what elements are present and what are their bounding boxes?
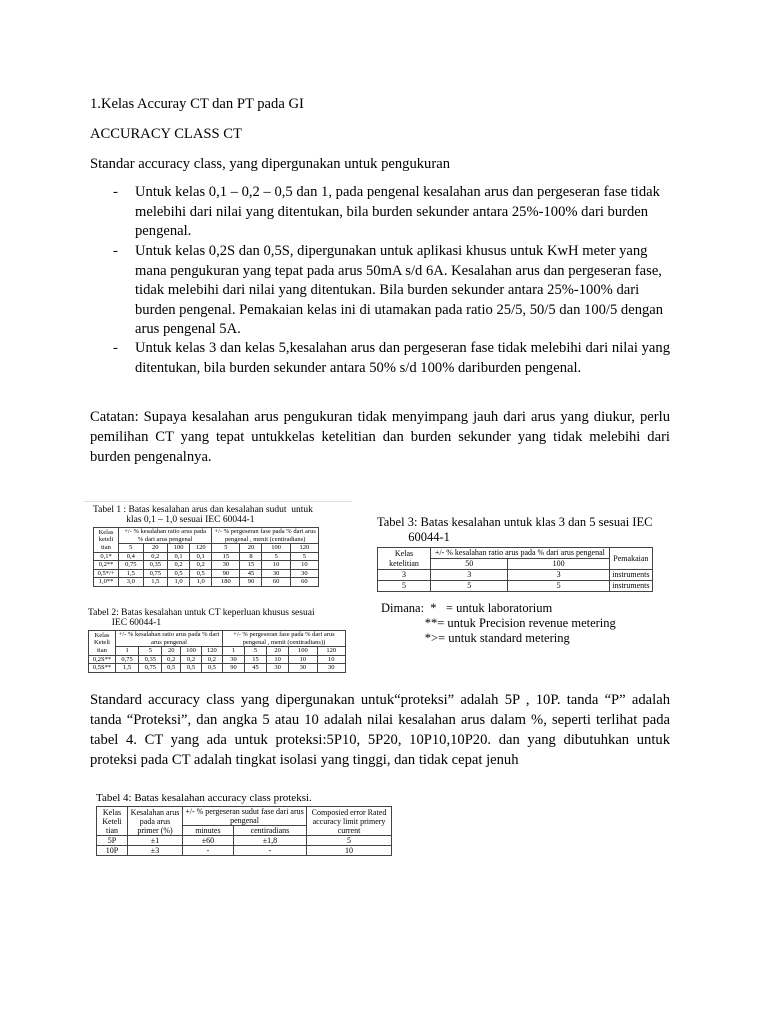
table-cell: 1,0 <box>190 578 212 587</box>
table-cell: 0,2 <box>168 561 190 570</box>
table-row <box>97 846 392 856</box>
table-header: Pemakaian <box>609 548 652 570</box>
table-subheader: 5 <box>245 647 267 656</box>
table-row <box>94 569 319 578</box>
table-cell: 5 <box>378 581 431 592</box>
table-header: Kelas ketelitian <box>378 548 431 570</box>
table-cell: 0,75 <box>119 561 144 570</box>
table-1 <box>93 505 319 587</box>
table-cell: 0,5 <box>190 569 212 578</box>
table-cell: ±1 <box>128 836 183 846</box>
table-cell: 30 <box>267 664 289 673</box>
table-cell: 0,2 <box>162 655 181 664</box>
table-header: Kelas Keteli tian <box>89 631 116 656</box>
table-cell: 10 <box>317 655 345 664</box>
table-row <box>97 836 392 846</box>
table-cell: 5 <box>307 836 392 846</box>
table-row <box>94 552 319 561</box>
table-cell: 10 <box>267 655 289 664</box>
bullet-marker: - <box>113 184 118 200</box>
table-cell: 60 <box>290 578 318 587</box>
heading: 1.Kelas Accuray CT dan PT pada GI <box>90 96 304 112</box>
bullet-text: Untuk kelas 3 dan kelas 5,kesalahan arus dan pergeseran fase tidak melebihi dari nilai yang ditentukan, bila burden sekunder antara 50% s/d 100% dariburden pengenal. <box>135 340 670 376</box>
table-cell: 30 <box>317 664 345 673</box>
table-cell: ±1,8 <box>233 836 306 846</box>
table-subheader: 5 <box>212 544 240 553</box>
table-header: +/- % kesalahan ratio arus pada % dari arus pengenal <box>119 528 212 544</box>
table-subheader: 120 <box>201 647 222 656</box>
note-paragraph: Catatan: Supaya kesalahan arus pengukuran tidak menyimpang jauh dari arus yang diukur, perlu pemilihan CT yang tepat untukkelas ketelitian dan burden sekunder yang tidak melebihi dari burden pengenalnya. <box>90 409 670 465</box>
table-cell: 1,5 <box>116 664 139 673</box>
table-subheader: 20 <box>267 647 289 656</box>
table-3 <box>377 515 653 592</box>
table-subheader: 120 <box>190 544 212 553</box>
table-header: +/- % pergeseran sudut fase dari arus pengenal <box>183 807 307 826</box>
bullet-item <box>90 242 670 340</box>
intro: Standar accuracy class, yang dipergunakan untuk pengukuran <box>90 156 450 172</box>
table-cell: 30 <box>262 569 290 578</box>
table-cell: 0,2S** <box>89 655 116 664</box>
table-cell: 8 <box>240 552 262 561</box>
table-cell: 1,5 <box>143 578 168 587</box>
table-cell: 60 <box>262 578 290 587</box>
protection-paragraph: Standard accuracy class yang dipergunakan untuk“proteksi” adalah 5P , 10P. tanda “P” adalah tanda “Proteksi”, dan angka 5 atau 10 adalah nilai kesalahan arus dalam %, seperti terlihat pada tabel 4. CT yang ada untuk proteksi:5P10, 5P20, 10P10,10P20. dan yang dibutuhkan untuk proteksi pada CT adalah tingkat isolasi yang tinggi, dan tidak cepat jenuh <box>90 692 670 768</box>
table-cell: 1,5 <box>119 569 144 578</box>
table-cell: 0,2 <box>181 655 202 664</box>
table-subheader: 100 <box>168 544 190 553</box>
table-cell: 5P <box>97 836 128 846</box>
table-subheader: 1 <box>116 647 139 656</box>
table-subheader: 20 <box>143 544 168 553</box>
table-subheader: centiradians <box>233 826 306 836</box>
table-cell: 15 <box>212 552 240 561</box>
table-cell: 90 <box>222 664 244 673</box>
table-2 <box>88 608 346 673</box>
table-cell: 0,2** <box>94 561 119 570</box>
table-cell: 45 <box>245 664 267 673</box>
table-row <box>94 561 319 570</box>
table-header: Kesalahan arus pada arus primer (%) <box>128 807 183 836</box>
legend-line: **= untuk Precision revenue metering <box>381 616 616 630</box>
table-header: Composied error Rated accuracy limit primery current <box>307 807 392 836</box>
table-cell: 5 <box>290 552 318 561</box>
table-cell: 15 <box>240 561 262 570</box>
bullet-marker: - <box>113 243 118 259</box>
table-4-caption: Tabel 4: Batas kesalahan accuracy class proteksi. <box>96 792 312 804</box>
bullet-item <box>90 183 670 243</box>
table-cell: 0,2 <box>143 552 168 561</box>
table-subheader: 100 <box>262 544 290 553</box>
table-subheader: 100 <box>289 647 317 656</box>
table-cell: 0,1 <box>168 552 190 561</box>
table-cell: - <box>183 846 234 856</box>
table-subheader: 100 <box>181 647 202 656</box>
table-cell: 0,75 <box>143 569 168 578</box>
table-cell: 0,5*/+ <box>94 569 119 578</box>
table-3-caption: Tabel 3: Batas kesalahan untuk klas 3 dan 5 sesuai IEC 60044-1 <box>377 515 653 544</box>
table-subheader: 120 <box>290 544 318 553</box>
table-cell: 0,5 <box>168 569 190 578</box>
subheading: ACCURACY CLASS CT <box>90 126 242 142</box>
table-cell: 15 <box>245 655 267 664</box>
bullet-item <box>90 339 670 399</box>
table-cell: ±60 <box>183 836 234 846</box>
table-2-caption: Tabel 2: Batas kesalahan untuk CT keperluan khusus sesuai IEC 60044-1 <box>88 608 315 628</box>
table-cell: 3 <box>431 570 508 581</box>
table-cell: 45 <box>240 569 262 578</box>
table-cell: 0,1 <box>190 552 212 561</box>
table-cell: 10 <box>289 655 317 664</box>
legend-line: Dimana: * = untuk laboratorium <box>381 601 553 615</box>
table-header: Kelas keteli tian <box>94 528 119 553</box>
table-cell: 5 <box>508 581 609 592</box>
table-cell: 1,0** <box>94 578 119 587</box>
table-header: Kelas Keteli tian <box>97 807 128 836</box>
table-subheader: 120 <box>317 647 345 656</box>
table-cell: 0,2 <box>201 655 222 664</box>
table-subheader: 1 <box>222 647 244 656</box>
table-cell: ±3 <box>128 846 183 856</box>
table-subheader: 5 <box>139 647 162 656</box>
table-cell: 0,75 <box>116 655 139 664</box>
table-cell: 5 <box>431 581 508 592</box>
table-cell: 5 <box>262 552 290 561</box>
table-row <box>378 570 653 581</box>
table-header: +/- % pergeseran fase pada % dari arus pengenal , menit (centiradians)) <box>222 631 345 647</box>
table-subheader: 20 <box>162 647 181 656</box>
table-cell: 0,5 <box>181 664 202 673</box>
table-cell: 180 <box>212 578 240 587</box>
table-header: +/- % kesalahan ratio arus pada % dari arus pengenal <box>431 548 610 559</box>
bullet-text: Untuk kelas 0,1 – 0,2 – 0,5 dan 1, pada pengenal kesalahan arus dan pergeseran fase tidak melebihi dari nilai yang ditentukan, bila burden sekunder antara 25%-100% dari burden pengenal. <box>135 184 660 239</box>
table-cell: 1,0 <box>168 578 190 587</box>
table-subheader: 20 <box>240 544 262 553</box>
table-header: +/- % pergeseran fase pada % dari arus pengenal , menit (centiradians) <box>212 528 319 544</box>
table-4 <box>96 792 392 856</box>
table-cell: 0,1* <box>94 552 119 561</box>
table-1-caption: Tabel 1 : Batas kesalahan arus dan kesalahan sudut untuk klas 0,1 – 1,0 sesuai IEC 60044-1 <box>93 505 313 525</box>
table-subheader: 50 <box>431 559 508 570</box>
table-cell: 10 <box>307 846 392 856</box>
bullet-text: Untuk kelas 0,2S dan 0,5S, dipergunakan untuk aplikasi khusus untuk KwH meter yang mana pengukuran yang tepat pada arus 50mA s/d 6A. Kesalahan arus dan pergeseran fase, tidak melebihi dari nilai yang ditentukan. Bila burden sekunder antara 25%-100% dari burden pengenal. Pemakaian kelas ini di utamakan pada ratio 25/5, 50/5 dan 100/5 dengan arus pengenal 5A. <box>135 243 664 337</box>
table-cell: 3 <box>378 570 431 581</box>
table-cell: 3,0 <box>119 578 144 587</box>
table-cell: 3 <box>508 570 609 581</box>
table-cell: 10 <box>290 561 318 570</box>
table-row <box>378 581 653 592</box>
table-header: +/- % kesalahan ratio arus pada % dari arus pengenal <box>116 631 223 647</box>
table-cell: instruments <box>609 570 652 581</box>
table-cell: 30 <box>222 655 244 664</box>
table-cell: 0,75 <box>139 664 162 673</box>
table-subheader: 5 <box>119 544 144 553</box>
table-cell: 0,2 <box>190 561 212 570</box>
table-cell: 30 <box>212 561 240 570</box>
table-cell: 0,5S** <box>89 664 116 673</box>
legend-line: *>= untuk standard metering <box>381 631 570 645</box>
table-cell: - <box>233 846 306 856</box>
table-cell: 30 <box>290 569 318 578</box>
table-row <box>89 664 346 673</box>
table-cell: 0,35 <box>139 655 162 664</box>
table-cell: 30 <box>289 664 317 673</box>
table-cell: 0,5 <box>201 664 222 673</box>
table-cell: 0,35 <box>143 561 168 570</box>
table-subheader: 100 <box>508 559 609 570</box>
bullet-marker: - <box>113 340 118 356</box>
table-cell: instruments <box>609 581 652 592</box>
table-cell: 10P <box>97 846 128 856</box>
table-subheader: minutes <box>183 826 234 836</box>
table-cell: 90 <box>240 578 262 587</box>
table-cell: 0,4 <box>119 552 144 561</box>
table-row <box>94 578 319 587</box>
table-cell: 10 <box>262 561 290 570</box>
table-cell: 0,5 <box>162 664 181 673</box>
table-row <box>89 655 346 664</box>
table-cell: 90 <box>212 569 240 578</box>
